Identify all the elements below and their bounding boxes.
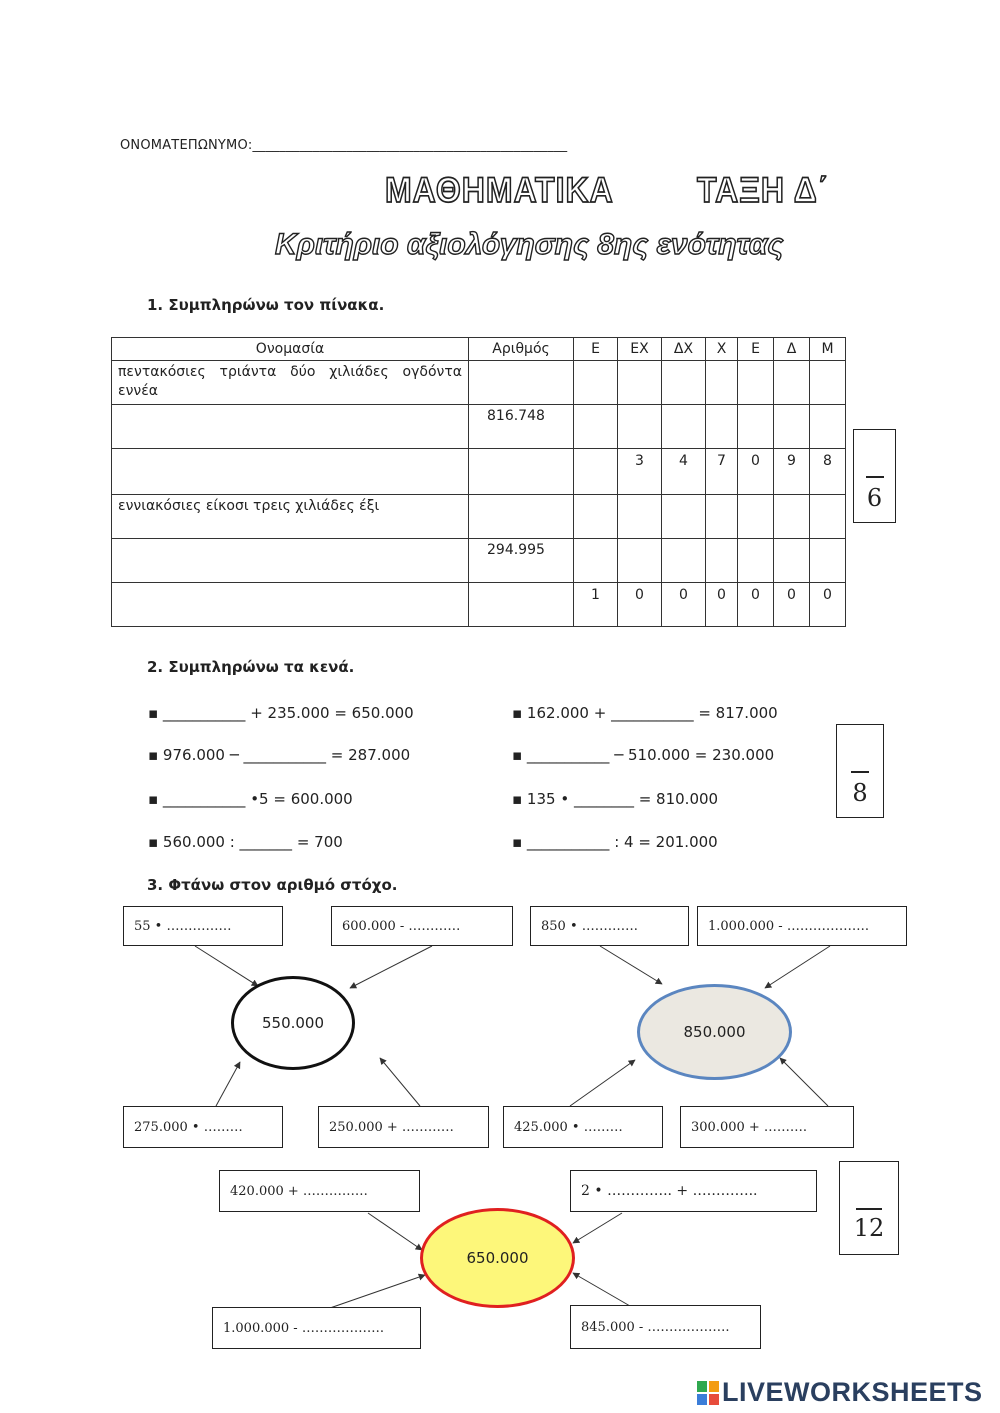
section3-heading: 3. Φτάνω στον αριθμό στόχο. xyxy=(147,876,398,894)
arrow xyxy=(195,946,258,986)
operation-box[interactable]: 845.000 - ………………. xyxy=(570,1305,761,1349)
arrow xyxy=(350,946,432,988)
arrow xyxy=(573,1273,630,1306)
arrow xyxy=(368,1213,422,1250)
digit-cell[interactable]: 9 xyxy=(774,449,810,495)
digit-cell[interactable]: 0 xyxy=(774,583,810,627)
section2-score: 8 xyxy=(852,779,868,807)
fill-blank-exercise[interactable]: ▪ ___________ ─ 510.000 = 230.000 xyxy=(512,746,775,764)
score-line xyxy=(856,1208,882,1210)
operation-box[interactable]: 850 • …………. xyxy=(530,906,689,946)
digit-cell[interactable]: 0 xyxy=(662,583,706,627)
operation-box[interactable]: 600.000 - ………… xyxy=(331,906,513,946)
fill-blank-exercise[interactable]: ▪ 162.000 + ___________ = 817.000 xyxy=(512,704,778,722)
section1-score: 6 xyxy=(866,484,883,512)
arrow xyxy=(330,1275,425,1308)
section2-heading: 2. Συμπληρώνω τα κενά. xyxy=(147,658,355,676)
digit-cell[interactable]: 0 xyxy=(706,583,738,627)
arrow xyxy=(570,1060,635,1106)
fill-blank-exercise[interactable]: ▪ ___________ + 235.000 = 650.000 xyxy=(148,704,414,722)
target-value: 650.000 xyxy=(466,1249,529,1267)
arrow xyxy=(573,1213,622,1243)
digit-cell[interactable]: 3 xyxy=(618,449,662,495)
arrow xyxy=(780,1058,828,1106)
assessment-subtitle: Κριτήριο αξιολόγησης 8ης ενότητας xyxy=(275,228,784,261)
section3-score: 12 xyxy=(853,1214,885,1242)
section3-score-box xyxy=(839,1161,899,1255)
digit-cell[interactable]: 0 xyxy=(738,449,774,495)
col-header: Χ xyxy=(706,338,738,361)
arrow xyxy=(216,1062,240,1106)
grade-title: ΤΑΞΗ Δ΄ xyxy=(697,170,830,210)
fill-blank-exercise[interactable]: ▪ ___________ •5 = 600.000 xyxy=(148,790,353,808)
col-header: Δ xyxy=(774,338,810,361)
arrow xyxy=(600,946,662,984)
target-ellipse-1 xyxy=(231,976,355,1070)
fill-blank-exercise[interactable]: ▪ 135 • ________ = 810.000 xyxy=(512,790,719,808)
operation-box[interactable]: 300.000 + ………. xyxy=(680,1106,854,1148)
number-cell[interactable]: 294.995 xyxy=(469,539,574,583)
logo-icon xyxy=(697,1381,719,1405)
operation-box[interactable]: 250.000 + ………… xyxy=(318,1106,489,1148)
col-header: Ε xyxy=(738,338,774,361)
arrow xyxy=(380,1058,420,1106)
operation-box[interactable]: 2 • ………….. + ………….. xyxy=(570,1170,817,1212)
digit-cell[interactable]: 0 xyxy=(618,583,662,627)
logo-text: LIVEWORKSHEETS xyxy=(722,1377,983,1407)
subject-title: ΜΑΘΗΜΑΤΙΚΑ xyxy=(385,170,614,210)
col-header: Ε xyxy=(574,338,618,361)
col-header: ΕΧ xyxy=(618,338,662,361)
target-value: 850.000 xyxy=(683,1023,746,1041)
operation-box[interactable]: 1.000.000 - ………………. xyxy=(697,906,907,946)
fill-blank-exercise[interactable]: ▪ 976.000 ─ ___________ = 287.000 xyxy=(148,746,411,764)
target-ellipse-2 xyxy=(637,984,792,1080)
operation-box[interactable]: 425.000 • ……… xyxy=(503,1106,663,1148)
operation-box[interactable]: 1.000.000 - ………………. xyxy=(212,1307,421,1349)
digit-cell[interactable]: 8 xyxy=(810,449,846,495)
section1-heading: 1. Συμπληρώνω τον πίνακα. xyxy=(147,296,385,314)
target-ellipse-3 xyxy=(420,1208,575,1308)
fill-blank-exercise[interactable]: ▪ 560.000 : _______ = 700 xyxy=(148,833,343,851)
student-name-label: ΟΝΟΜΑΤΕΠΩΝΥΜΟ:_______________________________________________ xyxy=(120,138,568,153)
liveworksheets-logo[interactable] xyxy=(697,1377,983,1408)
col-header: Μ xyxy=(810,338,846,361)
number-cell[interactable]: 816.748 xyxy=(469,405,574,449)
name-cell[interactable]: πεντακόσιες τριάντα δύο χιλιάδες ογδόντα εννέα xyxy=(112,361,469,405)
operation-box[interactable]: 275.000 • ……… xyxy=(123,1106,283,1148)
name-cell[interactable]: εννιακόσιες είκοσι τρεις χιλιάδες έξι xyxy=(112,495,469,539)
operation-box[interactable]: 55 • …………… xyxy=(123,906,283,946)
target-value: 550.000 xyxy=(261,1014,325,1032)
digit-cell[interactable]: 1 xyxy=(574,583,618,627)
col-header: Ονομασία xyxy=(112,338,469,361)
col-header: ΔΧ xyxy=(662,338,706,361)
digit-cell[interactable]: 0 xyxy=(738,583,774,627)
digit-cell[interactable]: 7 xyxy=(706,449,738,495)
col-header: Αριθμός xyxy=(469,338,574,361)
arrow xyxy=(765,946,830,988)
digit-cell[interactable]: 0 xyxy=(810,583,846,627)
digit-cell[interactable]: 4 xyxy=(662,449,706,495)
fill-blank-exercise[interactable]: ▪ ___________ : 4 = 201.000 xyxy=(512,833,718,851)
operation-box[interactable]: 420.000 + …………… xyxy=(219,1170,420,1212)
